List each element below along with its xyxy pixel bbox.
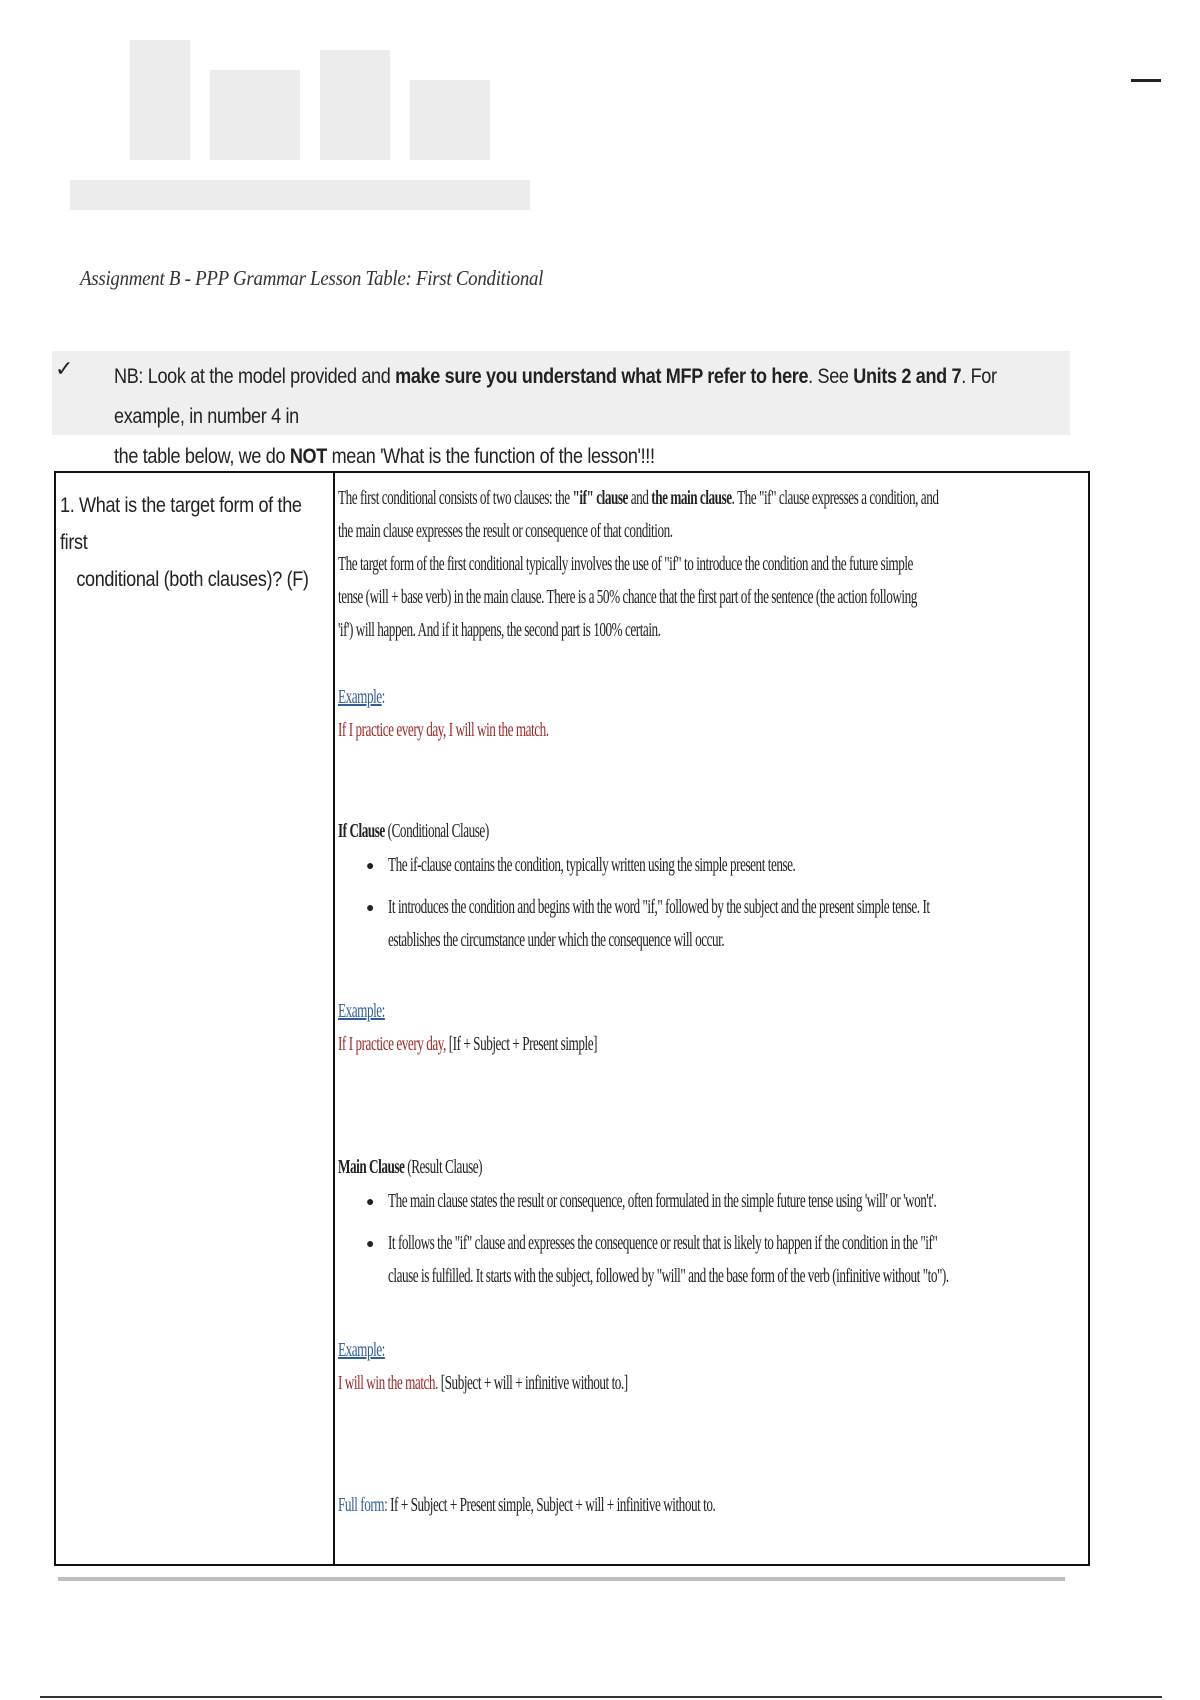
answer-intro-line-3: The target form of the first conditional typically involves the use of "if" to introduce the condition and the future simple (338, 553, 913, 575)
notice-text: NB: Look at the model provided and make sure you understand what MFP refer to here. See Units 2 and 7. For example, in number 4 in the table below, we do NOT mean 'What is the function of the lesson'!!! (114, 365, 997, 468)
answer-intro-line-2: the main clause expresses the result or consequence of that condition. (338, 520, 673, 542)
bullet-icon: ● (366, 1193, 375, 1209)
if-clause-bullet-2-line-2: establishes the circumstance under which the consequence will occur. (388, 929, 725, 951)
page-title: Assignment B - PPP Grammar Lesson Table: First Conditional (80, 266, 544, 290)
watermark-logo (70, 30, 530, 230)
example-1-sentence: If I practice every day, I will win the match. (338, 719, 549, 741)
question-line-2: conditional (both clauses)? (F) (76, 568, 309, 591)
example-2-label: Example: (338, 1000, 385, 1022)
if-clause-heading: If Clause (Conditional Clause) (338, 820, 489, 842)
bullet-icon: ● (366, 899, 375, 915)
answer-intro-line-1: The first conditional consists of two clauses: the "if" clause and the main clause. The "if" clause expresses a condition, and (338, 487, 939, 509)
question-cell (60, 487, 318, 598)
main-clause-bullet-2-line-1: It follows the "if" clause and expresses the consequence or result that is likely to happen if the condition in the "if" (388, 1232, 938, 1254)
full-form-line: Full form: If + Subject + Present simple, Subject + will + infinitive without to. (338, 1494, 716, 1516)
page-bottom-rule (40, 1696, 1162, 1698)
divider-line (58, 1577, 1065, 1581)
bullet-icon: ● (366, 1235, 375, 1251)
check-icon: ✓ (55, 357, 74, 382)
notice-box (52, 351, 1070, 468)
if-clause-bullet-1: The if-clause contains the condition, typically written using the simple present tense. (388, 854, 796, 876)
main-clause-bullet-1: The main clause states the result or consequence, often formulated in the simple future tense using 'will' or 'won't'. (388, 1190, 937, 1212)
example-1-label: Example: (338, 686, 385, 708)
example-3-label: Example: (338, 1339, 385, 1361)
answer-intro-line-5: 'if') will happen. And if it happens, the second part is 100% certain. (338, 619, 661, 641)
example-2-sentence: If I practice every day, [If + Subject + Present simple] (338, 1033, 598, 1055)
answer-intro-line-4: tense (will + base verb) in the main clause. There is a 50% chance that the first part of the sentence (the action following (338, 586, 917, 608)
example-3-sentence: I will win the match. [Subject + will + infinitive without to.] (338, 1372, 628, 1394)
if-clause-bullet-2-line-1: It introduces the condition and begins with the word "if," followed by the subject and the present simple tense. It (388, 896, 930, 918)
main-clause-bullet-2-line-2: clause is fulfilled. It starts with the subject, followed by "will" and the base form of the verb (infinitive without "to"). (388, 1265, 949, 1287)
bullet-icon: ● (366, 857, 375, 873)
question-line-1: 1. What is the target form of the first (60, 494, 302, 554)
corner-dash (1131, 79, 1161, 82)
table-column-divider (333, 471, 335, 1566)
main-clause-heading: Main Clause (Result Clause) (338, 1156, 483, 1178)
